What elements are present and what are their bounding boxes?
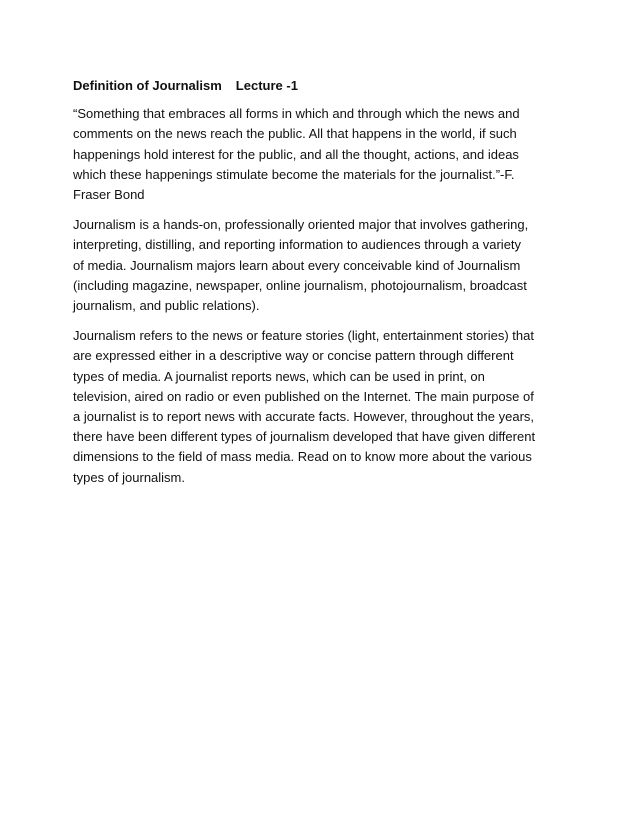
paragraph-definition bbox=[73, 326, 573, 488]
document-title: Definition of Journalism bbox=[73, 78, 222, 93]
document-body bbox=[73, 76, 573, 498]
text-line: which these happenings stimulate become the materials for the journalist.”-F. bbox=[73, 166, 515, 182]
text-line: journalism, and public relations). bbox=[73, 298, 260, 314]
text-line: Journalism refers to the news or feature stories (light, entertainment stories) that bbox=[73, 328, 534, 344]
text-line: (including magazine, newspaper, online journalism, photojournalism, broadcast bbox=[73, 277, 527, 293]
text-line: types of journalism. bbox=[73, 469, 185, 485]
text-line: there have been different types of journalism developed that have given different bbox=[73, 429, 536, 445]
text-line: a journalist is to report news with accurate facts. However, throughout the years, bbox=[73, 409, 535, 425]
document-heading bbox=[73, 76, 573, 96]
text-line: television, aired on radio or even published on the Internet. The main purpose of bbox=[73, 388, 534, 404]
text-line: interpreting, distilling, and reporting information to audiences through a variety bbox=[73, 237, 522, 253]
text-line: happenings hold interest for the public, and all the thought, actions, and ideas bbox=[73, 146, 519, 162]
paragraph-quote bbox=[73, 104, 573, 205]
text-line: are expressed either in a descriptive way or concise pattern through different bbox=[73, 348, 514, 364]
paragraph-major bbox=[73, 215, 573, 316]
text-line: Journalism is a hands-on, professionally oriented major that involves gathering, bbox=[73, 217, 529, 233]
text-line: comments on the news reach the public. All that happens in the world, if such bbox=[73, 126, 517, 142]
text-line: dimensions to the field of mass media. Read on to know more about the various bbox=[73, 449, 532, 465]
text-line: of media. Journalism majors learn about every conceivable kind of Journalism bbox=[73, 257, 521, 273]
text-line: “Something that embraces all forms in which and through which the news and bbox=[73, 106, 520, 122]
lecture-label: Lecture -1 bbox=[235, 78, 298, 93]
text-line: types of media. A journalist reports news, which can be used in print, on bbox=[73, 368, 485, 384]
text-line: Fraser Bond bbox=[73, 187, 145, 203]
